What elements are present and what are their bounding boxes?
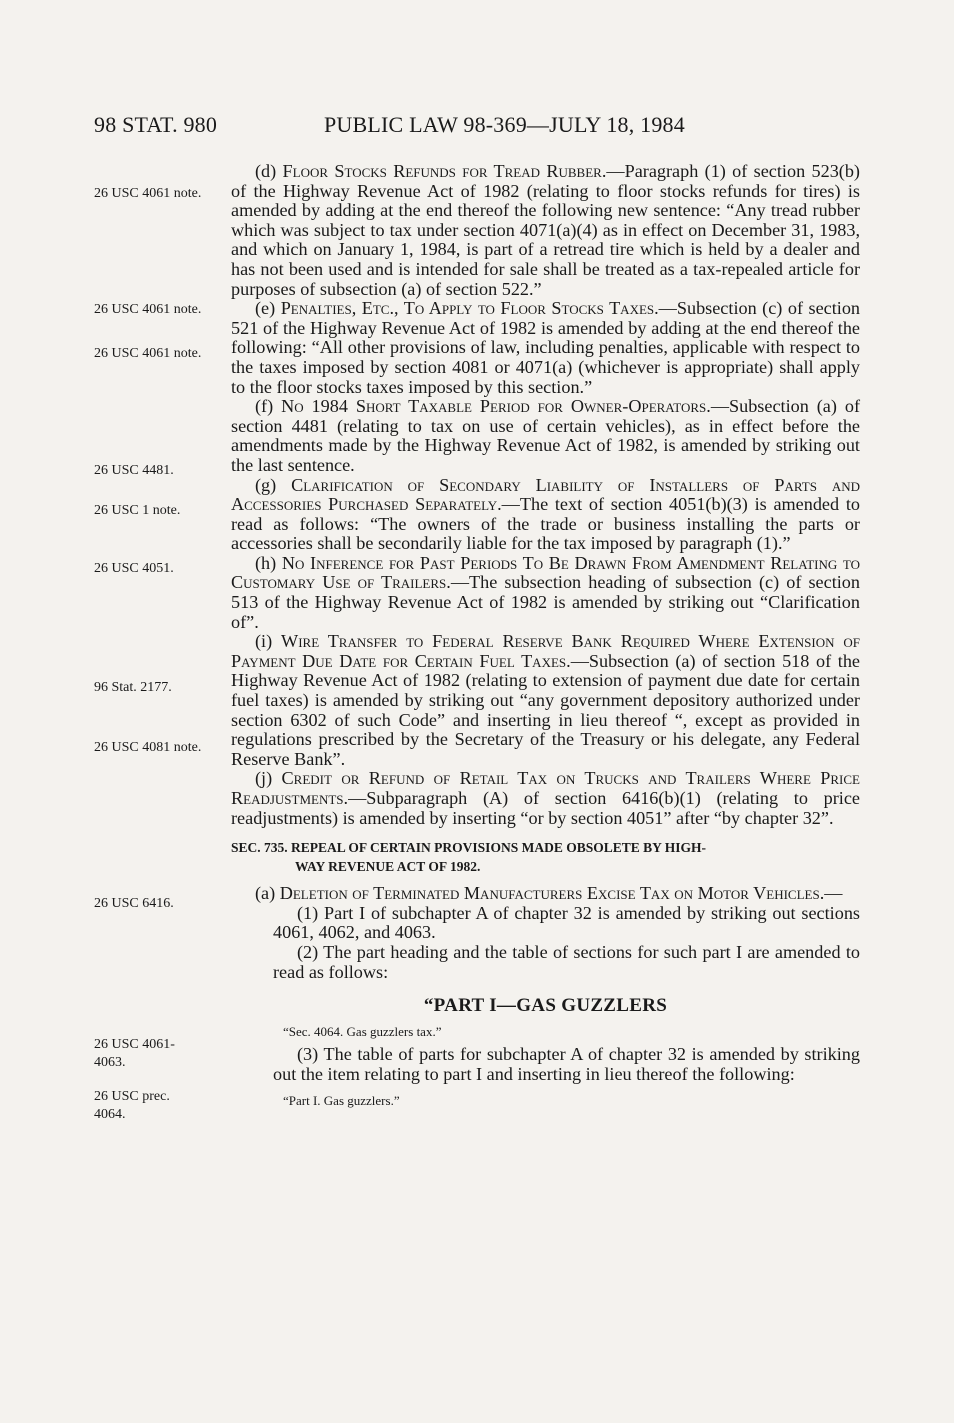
heading-a: Deletion of Terminated Manufacturers Excise Tax on Motor Vehicles. [279, 883, 825, 904]
heading-e: Penalties, Etc., To Apply to Floor Stocks Taxes. [280, 298, 659, 319]
paragraph-j: (j) Credit or Refund of Retail Tax on Trucks and Trailers Where Price Readjustments.—Subparagraph (A) of section 6416(b)(1) (relating to price readjustments) is amended by inserting “or by section 4051” after “by chapter 32”. [231, 768, 860, 828]
heading-d: Floor Stocks Refunds for Tread Rubber. [282, 161, 607, 181]
running-header: PUBLIC LAW 98-369—JULY 18, 1984 [324, 112, 685, 137]
paragraph-a1: (1) Part I of subchapter A of chapter 32 is amended by striking out sections 4061, 4062, and 4063. [273, 902, 860, 943]
margin-note: 26 USC 1 note. [94, 503, 181, 518]
margin-note: 26 USC 4481. [94, 463, 174, 478]
section-735-heading: SEC. 735. REPEAL OF CERTAIN PROVISIONS MADE OBSOLETE BY HIGH- WAY REVENUE ACT OF 1982. [231, 840, 706, 875]
paragraph-a: (a) Deletion of Terminated Manufacturers Excise Tax on Motor Vehicles.— [255, 883, 843, 904]
heading-h: No Inference for Past Periods To Be Drawn From Amendment Relating to Customary Use of Trailers. [231, 552, 860, 593]
margin-note: 26 USC 4081 note. [94, 740, 202, 755]
heading-i: Wire Transfer to Federal Reserve Bank Required Where Extension of Payment Due Date for Certain Fuel Taxes. [231, 631, 860, 671]
statute-body [231, 162, 860, 1114]
margin-note: 26 USC 4061-4063. [94, 1037, 175, 1070]
page-stat-number: 98 STAT. 980 [94, 112, 218, 137]
margin-note: 96 Stat. 2177. [94, 680, 172, 695]
heading-j: Credit or Refund of Retail Tax on Trucks and Trailers Where Price Readjustments. [231, 768, 860, 808]
paragraph-h: (h) No Inference for Past Periods To Be Drawn From Amendment Relating to Customary Use of Trailers.—The subsection heading of subsection (c) of section 513 of the Highway Revenue Act of 1982 is amended by striking out “Clarification of”. [231, 552, 860, 632]
margin-note: 26 USC 6416. [94, 896, 174, 911]
paragraph-a2: (2) The part heading and the table of sections for such part I are amended to read as follows: [273, 941, 860, 982]
margin-note: 26 USC 4061 note. [94, 346, 202, 361]
margin-note: 26 USC 4051. [94, 561, 174, 576]
part-i-line: “Part I. Gas guzzlers.” [283, 1092, 400, 1108]
margin-note: 26 USC 4061 note. [94, 302, 202, 317]
sec-4064-line: “Sec. 4064. Gas guzzlers tax.” [283, 1023, 442, 1039]
paragraph-f: (f) No 1984 Short Taxable Period for Owner-Operators.—Subsection (a) of section 4481 (relating to tax on use of certain vehicles), as in effect before the amendments made by the Highway Revenue Act of 1982, is amended by striking out the last sentence. [231, 396, 861, 475]
paragraph-d: (d) Floor Stocks Refunds for Tread Rubber.—Paragraph (1) of section 523(b) of the Highway Revenue Act of 1982 (relating to floor stocks refunds for tires) is amended by adding at the end thereof the following new sentence: “Any tread rubber which was subject to tax under section 4071(a)(4) as in effect on December 31, 1983, and which on January 1, 1984, is part of a retread tire which is held by a dealer and has not been used and is intended for sale shall be treated as a tax-repealed article for purposes of subsection (a) of section 522.” [231, 161, 860, 299]
margin-note: 26 USC prec. 4064. [94, 1089, 170, 1122]
paragraph-g: (g) Clarification of Secondary Liability of Installers of Parts and Accessories Purchased Separately.—The text of section 4051(b)(3) is amended to read as follows: “The owners of the trade or business installing the parts or accessories shall be secondarily liable for the tax imposed by paragraph (1).” [231, 474, 860, 554]
margin-note: 26 USC 4061 note. [94, 186, 202, 201]
heading-f: No 1984 Short Taxable Period for Owner-Operators. [281, 396, 711, 417]
heading-g: Clarification of Secondary Liability of Installers of Parts and Accessories Purchased Separately. [231, 474, 860, 515]
paragraph-a3: (3) The table of parts for subchapter A of chapter 32 is amended by striking out the item relating to part I and inserting in lieu thereof the following: [273, 1044, 860, 1084]
paragraph-i: (i) Wire Transfer to Federal Reserve Bank Required Where Extension of Payment Due Date for Certain Fuel Taxes.—Subsection (a) of section 518 of the Highway Revenue Act of 1982 (relating to extension of payment due date for certain fuel taxes) is amended by striking out “any government depository authorized under section 6302 of such Code” and inserting in lieu thereof “, except as provided in regulations prescribed by the Secretary of the Treasury or his delegate, any Federal Reserve Bank”. [231, 631, 861, 769]
part-heading: “PART I—GAS GUZZLERS [423, 995, 668, 1017]
paragraph-e: (e) Penalties, Etc., To Apply to Floor Stocks Taxes.—Subsection (c) of section 521 of the Highway Revenue Act of 1982 is amended by adding at the end thereof the following: “All other provisions of law, including penalties, applicable with respect to the taxes imposed by section 4081 or 4071(a) (whichever is appropriate) shall apply to the floor stocks taxes imposed by this section.” [231, 298, 861, 397]
